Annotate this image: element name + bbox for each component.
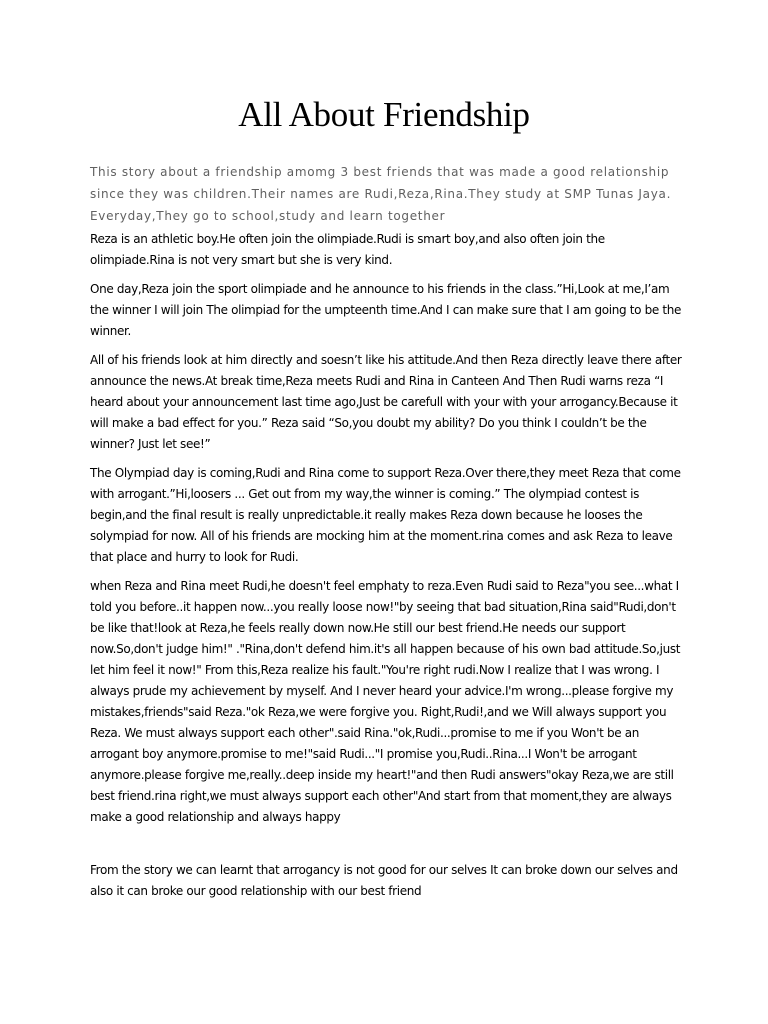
paragraph-5: when Reza and Rina meet Rudi,he doesn't feel emphaty to reza.Even Rudi said to Reza"you see...what I told you before..it happen now...you really loose now!"by seeing that bad situation,Rina said"Rudi,don't be like that!look at Reza,he feels really down now.He still our best friend.He needs our support now.So,don't judge him!" ."Rina,don't defend him.it's all happen because of his own bad attitude.So,just let him feel it now!" From this,Reza realize his fault."You're right rudi.Now I realize that I was wrong. I always prude my achievement by myself. And I never heard your advice.I'm wrong...please forgive my mistakes,friends"said Reza."ok Reza,we were forgive you. Right,Rudi!,and we Will always support you Reza. We must always support each other".said Rina."ok,Rudi...promise to me if you Won't be an arrogant boy anymore.promise to me!"said Rudi..."I promise you,Rudi..Rina...I Won't be arrogant anymore.please forgive me,really..deep inside my heart!"and then Rudi answers"okay Reza,we are still best friend.rina right,we must always support each other"And start from that moment,they are always make a good relationship and always happy [90, 579, 681, 824]
document-title: All About Friendship [238, 95, 530, 134]
intro-paragraph: This story about a friendship amomg 3 best friends that was made a good relationship since they was children.Their names are Rudi,Reza,Rina.They study at SMP Tunas Jaya. Everyday,They go to school,study and learn together [90, 165, 672, 223]
paragraph-3: All of his friends look at him directly and soesn’t like his attitude.And then Reza directly leave there after announce the news.At break time,Reza meets Rudi and Rina in Canteen And Then Rudi warns reza “I heard about your announcement last time ago,Just be carefull with your with your arrogancy.Because it will make a bad effect for you.” Reza said “So,you doubt my ability? Do you think I couldn’t be the winner? Just let see!” [90, 353, 682, 451]
paragraph-conclusion: From the story we can learnt that arrogancy is not good for our selves It can broke down our selves and also it can broke our good relationship with our best friend [90, 863, 678, 898]
paragraph-2: One day,Reza join the sport olimpiade and he announce to his friends in the class.”Hi,Look at me,I’am the winner I will join The olimpiad for the umpteenth time.And I can make sure that I am going to be the winner. [90, 282, 681, 338]
paragraph-1: Reza is an athletic boy.He often join the olimpiade.Rudi is smart boy,and also often join the olimpiade.Rina is not very smart but she is very kind. [90, 232, 605, 267]
paragraph-4: The Olympiad day is coming,Rudi and Rina come to support Reza.Over there,they meet Reza that come with arrogant.”Hi,loosers ... Get out from my way,the winner is coming.” The olympiad contest is begin,and the final result is really unpredictable.it really makes Reza down because he looses the solympiad for now. All of his friends are mocking him at the moment.rina comes and ask Reza to leave that place and hurry to look for Rudi. [90, 466, 681, 564]
story-body [90, 229, 690, 910]
